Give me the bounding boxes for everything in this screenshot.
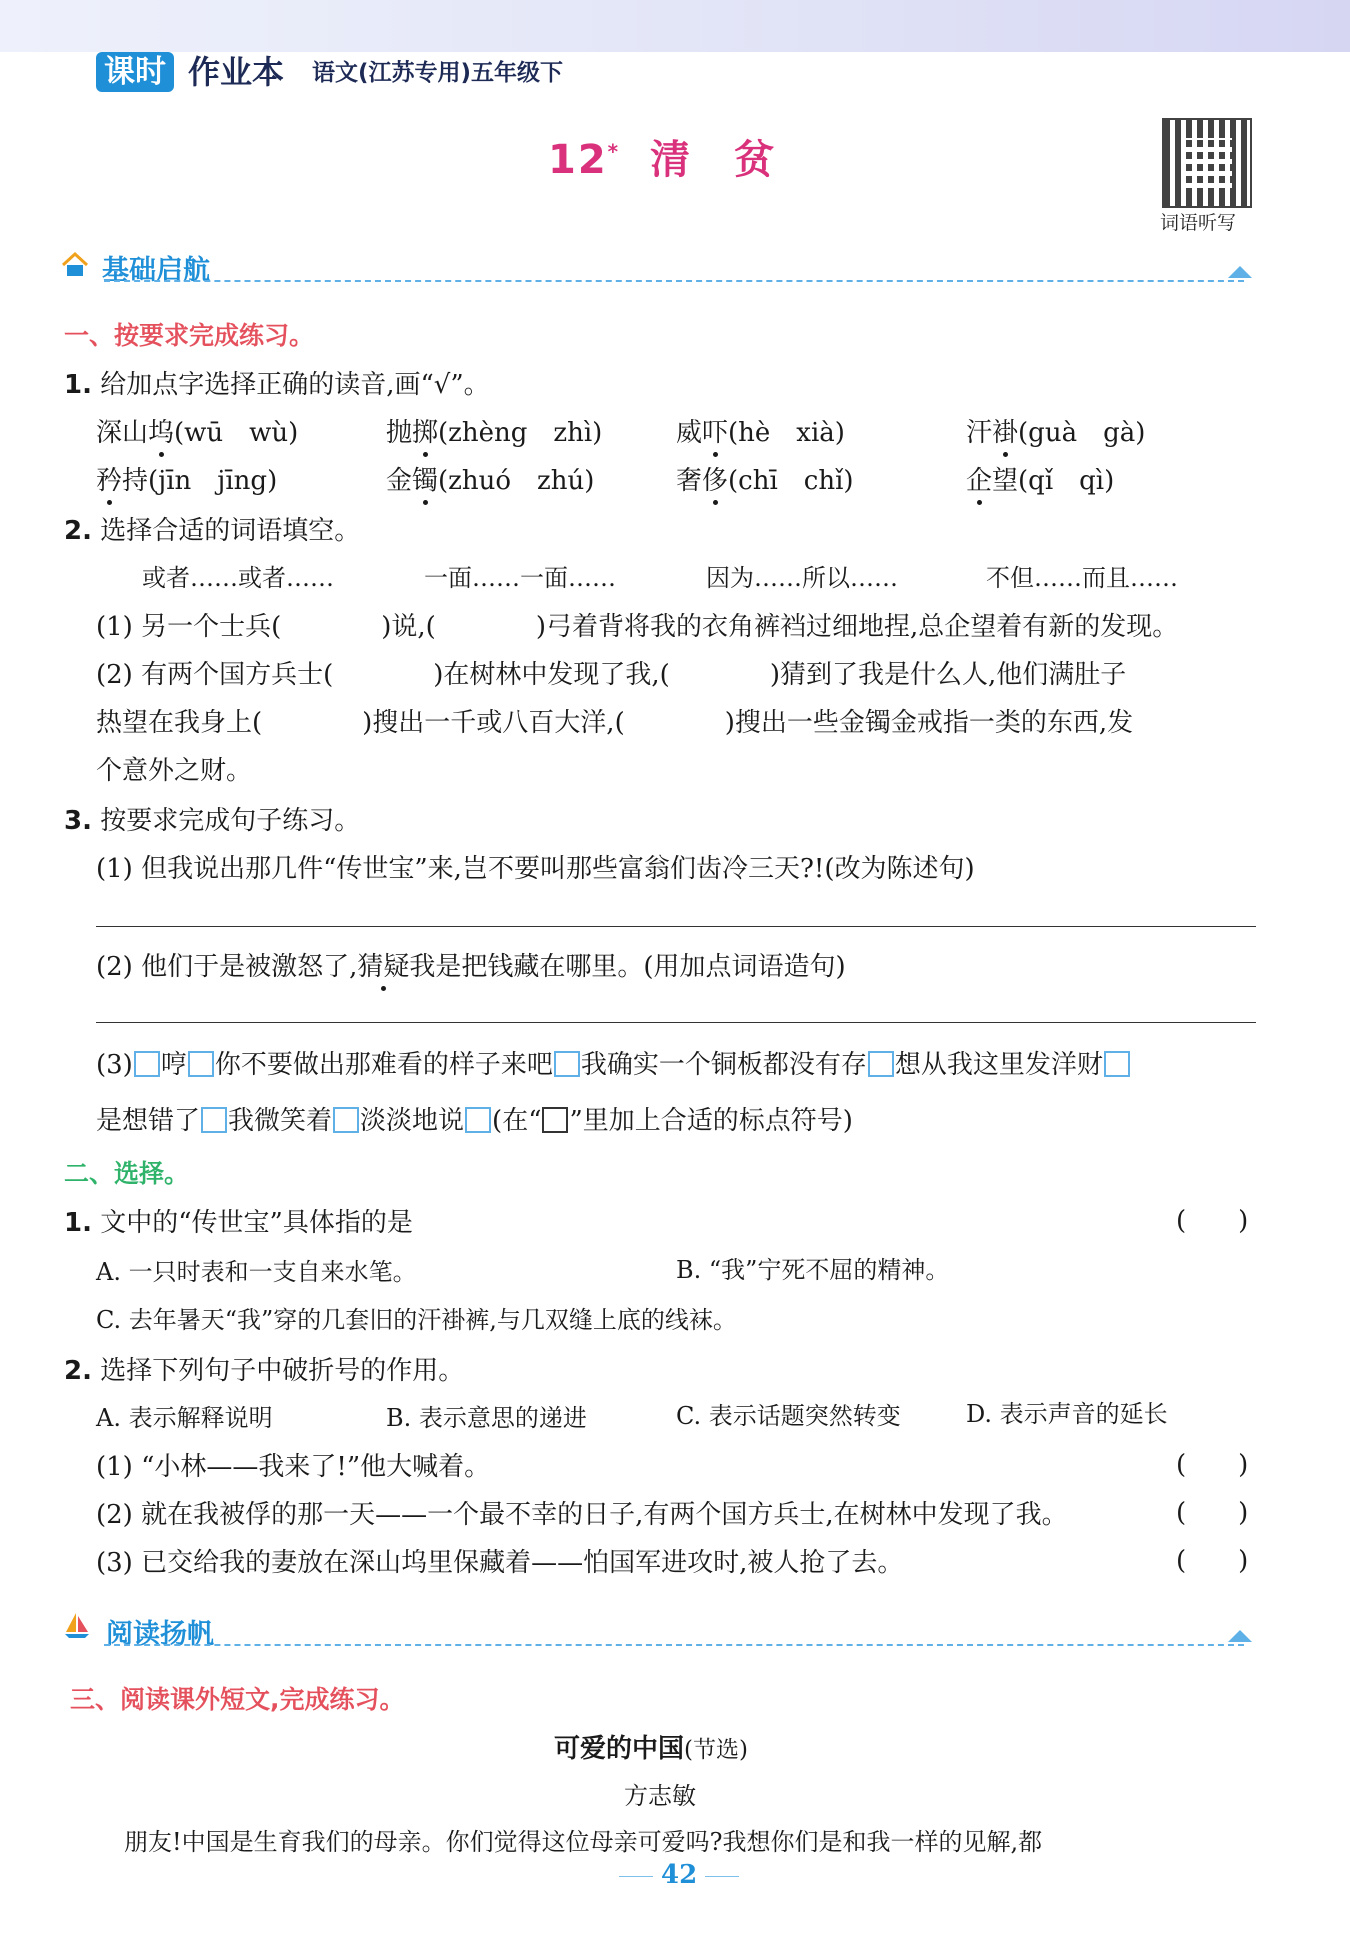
answer-line[interactable] xyxy=(96,1022,1256,1023)
punctuation-task: 是想错了 我微笑着 淡淡地说 (在“ ”里加上合适的标点符号) xyxy=(96,1106,853,1136)
punct-box[interactable] xyxy=(333,1107,359,1133)
question-3: 3. 按要求完成句子练习。 xyxy=(64,806,361,836)
part2-heading: 二、选择。 xyxy=(64,1159,190,1188)
question-2: 2. 选择下列句子中破折号的作用。 xyxy=(64,1356,465,1386)
answer-paren[interactable]: ( ) xyxy=(1176,1206,1249,1236)
part1-heading: 一、按要求完成练习。 xyxy=(64,321,315,350)
house-icon xyxy=(60,250,90,280)
qr-code[interactable] xyxy=(1162,118,1252,208)
punct-box[interactable] xyxy=(465,1107,491,1133)
choice-b: B. 表示意思的递进 xyxy=(386,1404,587,1432)
header-band xyxy=(0,0,1350,52)
pinyin-item[interactable]: 威吓(hè xià) xyxy=(676,412,845,449)
sailboat-icon xyxy=(62,1610,92,1640)
arrow-icon xyxy=(1226,260,1254,280)
article-title: 可爱的中国(节选) xyxy=(554,1734,748,1764)
dash-item: (3) 已交给我的妻放在深山坞里保藏着——怕国军进攻时,被人抢了去。 xyxy=(96,1548,904,1578)
pinyin-item[interactable]: 企望(qǐ qì) xyxy=(966,460,1114,497)
punct-box[interactable] xyxy=(134,1051,160,1077)
arrow-icon xyxy=(1226,1624,1254,1644)
choice-a[interactable]: A. 一只时表和一支自来水笔。 xyxy=(96,1258,417,1286)
dash-item: (2) 就在我被俘的那一天——一个最不幸的日子,有两个国方兵士,在树林中发现了我。 xyxy=(96,1500,1068,1530)
lesson-name: 清 贫 xyxy=(650,137,777,183)
lesson-number: 12 xyxy=(548,137,608,183)
question-2: 2. 选择合适的词语填空。 xyxy=(64,516,361,546)
q-text: 给加点字选择正确的读音,画“√”。 xyxy=(100,370,490,400)
choice-c[interactable]: C. 去年暑天“我”穿的几套旧的汗褂裤,与几双缝上底的线袜。 xyxy=(96,1306,737,1334)
dash-item: (1) “小林——我来了!”他大喊着。 xyxy=(96,1452,491,1482)
sentence-task: (1) 但我说出那几件“传世宝”来,岂不要叫那些富翁们齿冷三天?!(改为陈述句) xyxy=(96,854,975,884)
question-1 xyxy=(64,364,490,401)
punct-box[interactable] xyxy=(554,1051,580,1077)
word-option: 或者……或者…… xyxy=(142,564,334,592)
article-author: 方志敏 xyxy=(624,1782,696,1810)
section-rule xyxy=(104,280,1244,282)
section-reading: 阅读扬帆 xyxy=(106,1619,214,1650)
word-option: 因为……所以…… xyxy=(706,564,898,592)
punct-box[interactable] xyxy=(1104,1051,1130,1077)
punct-box[interactable] xyxy=(201,1107,227,1133)
punct-box-sample xyxy=(542,1107,568,1133)
pinyin-item[interactable]: 金镯(zhuó zhú) xyxy=(386,460,594,497)
answer-line[interactable] xyxy=(96,926,1256,927)
fill-sentence: (1) 另一个士兵( )说,( )弓着背将我的衣角裤裆过细地捏,总企望着有新的发现。 xyxy=(96,612,1179,642)
pinyin-item[interactable]: 抛掷(zhèng zhì) xyxy=(386,412,602,449)
section-rule xyxy=(104,1644,1244,1646)
pinyin-item[interactable]: 深山坞(wū wù) xyxy=(96,412,298,449)
pinyin-item[interactable]: 矜持(jīn jīng) xyxy=(96,460,277,497)
article-paragraph: 朋友!中国是生育我们的母亲。你们觉得这位母亲可爱吗?我想你们是和我一样的见解,都 xyxy=(124,1828,1043,1856)
section-basics: 基础启航 xyxy=(102,255,210,286)
fill-sentence: (2) 有两个国方兵士( )在树林中发现了我,( )猜到了我是什么人,他们满肚子 xyxy=(96,660,1127,690)
pinyin-item[interactable]: 奢侈(chī chǐ) xyxy=(676,460,854,497)
q-number: 1. xyxy=(64,370,92,400)
punct-box[interactable] xyxy=(868,1051,894,1077)
word-option: 一面……一面…… xyxy=(424,564,616,592)
punctuation-task: (3) 哼 你不要做出那难看的样子来吧 我确实一个铜板都没有存 想从我这里发洋财 xyxy=(96,1044,1131,1081)
brand-mark: 课时 xyxy=(96,52,174,92)
choice-a: A. 表示解释说明 xyxy=(96,1404,273,1432)
choice-b[interactable]: B. “我”宁死不屈的精神。 xyxy=(676,1256,950,1284)
sentence-task: (2) 他们于是被激怒了,猜疑我是把钱藏在哪里。(用加点词语造句) xyxy=(96,946,846,983)
word-option: 不但……而且…… xyxy=(986,564,1178,592)
choice-d: D. 表示声音的延长 xyxy=(966,1400,1168,1428)
lesson-star: * xyxy=(607,139,621,164)
punct-box[interactable] xyxy=(188,1051,214,1077)
page-number: 42 xyxy=(611,1860,747,1890)
answer-paren[interactable]: ( ) xyxy=(1176,1546,1249,1576)
choice-c: C. 表示话题突然转变 xyxy=(676,1402,901,1430)
answer-paren[interactable]: ( ) xyxy=(1176,1498,1249,1528)
lesson-title xyxy=(548,128,776,185)
question-1: 1. 文中的“传世宝”具体指的是 xyxy=(64,1208,413,1238)
qr-label: 词语听写 xyxy=(1160,212,1237,234)
dotted-word: 猜疑 xyxy=(357,946,409,983)
subject-label: 语文(江苏专用)五年级下 xyxy=(312,60,564,86)
fill-sentence: 个意外之财。 xyxy=(96,756,253,786)
part3-heading: 三、阅读课外短文,完成练习。 xyxy=(70,1685,405,1714)
brand-name: 作业本 xyxy=(188,53,285,91)
pinyin-item[interactable]: 汗褂(guà gà) xyxy=(966,412,1145,449)
fill-sentence: 热望在我身上( )搜出一千或八百大洋,( )搜出一些金镯金戒指一类的东西,发 xyxy=(96,708,1134,738)
answer-paren[interactable]: ( ) xyxy=(1176,1450,1249,1480)
